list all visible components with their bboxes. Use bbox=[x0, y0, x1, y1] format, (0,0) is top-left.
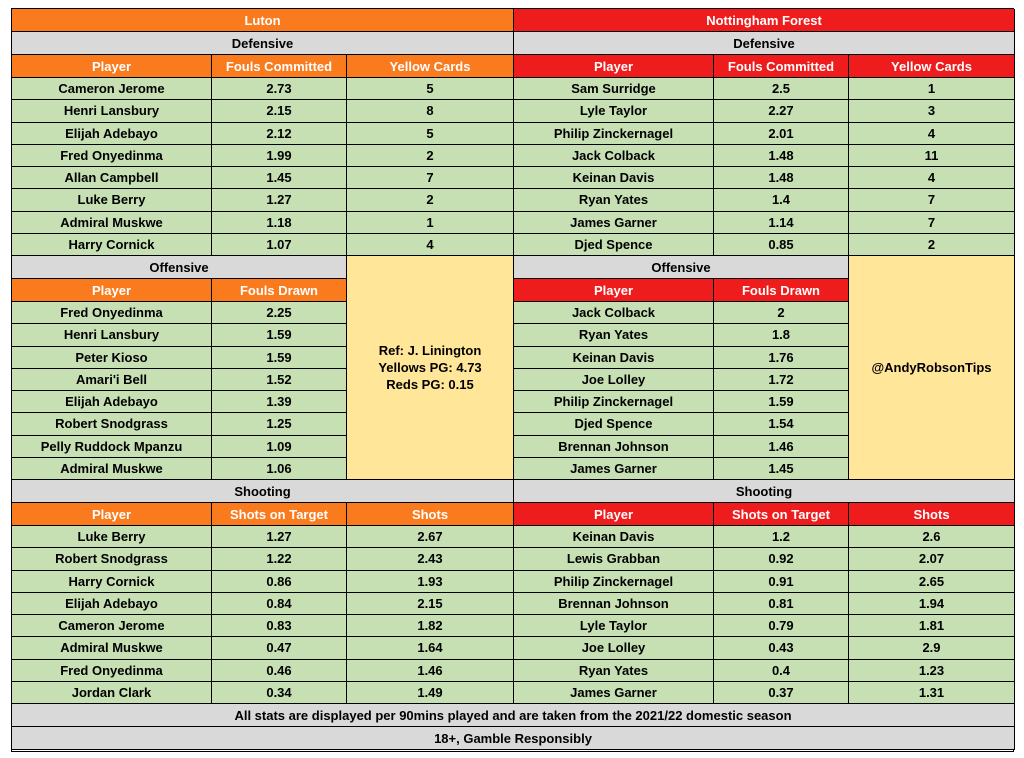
table-cell: Cameron Jerome bbox=[12, 615, 212, 637]
section-title-defensive-left: Defensive bbox=[12, 32, 514, 55]
table-cell: 2.73 bbox=[212, 78, 347, 100]
table-cell: Djed Spence bbox=[514, 234, 714, 256]
table-cell: 1.39 bbox=[212, 391, 347, 413]
column-header: Fouls Drawn bbox=[714, 279, 849, 302]
table-cell: Philip Zinckernagel bbox=[514, 391, 714, 413]
table-cell: Peter Kioso bbox=[12, 347, 212, 369]
table-cell: Admiral Muskwe bbox=[12, 212, 212, 234]
section-title-defensive-right: Defensive bbox=[514, 32, 1015, 55]
footer-note: All stats are displayed per 90mins played and are taken from the 2021/22 domestic season bbox=[12, 704, 1015, 727]
table-cell: Keinan Davis bbox=[514, 167, 714, 189]
table-cell: Robert Snodgrass bbox=[12, 548, 212, 570]
table-cell: 1.99 bbox=[212, 145, 347, 167]
table-cell: Ryan Yates bbox=[514, 324, 714, 346]
table-cell: 11 bbox=[849, 145, 1015, 167]
referee-info-box bbox=[347, 256, 514, 480]
team-header-luton: Luton bbox=[12, 9, 514, 32]
table-cell: Robert Snodgrass bbox=[12, 413, 212, 435]
table-cell: Philip Zinckernagel bbox=[514, 571, 714, 593]
table-cell: 0.85 bbox=[714, 234, 849, 256]
stats-table bbox=[11, 8, 1014, 752]
table-cell: James Garner bbox=[514, 212, 714, 234]
table-cell: 0.46 bbox=[212, 660, 347, 682]
table-cell: Philip Zinckernagel bbox=[514, 123, 714, 145]
table-cell: 0.37 bbox=[714, 682, 849, 704]
table-cell: Elijah Adebayo bbox=[12, 593, 212, 615]
footer-disclaimer: 18+, Gamble Responsibly bbox=[12, 727, 1015, 750]
table-cell: Admiral Muskwe bbox=[12, 637, 212, 659]
table-cell: Brennan Johnson bbox=[514, 593, 714, 615]
table-cell: 1.2 bbox=[714, 526, 849, 548]
table-cell: Keinan Davis bbox=[514, 347, 714, 369]
table-cell: 1.18 bbox=[212, 212, 347, 234]
table-cell: 1.49 bbox=[347, 682, 514, 704]
table-cell: 3 bbox=[849, 100, 1015, 122]
table-cell: Harry Cornick bbox=[12, 571, 212, 593]
table-cell: 2.6 bbox=[849, 526, 1015, 548]
referee-info-line: Reds PG: 0.15 bbox=[386, 377, 474, 392]
table-cell: 1.59 bbox=[714, 391, 849, 413]
column-header: Fouls Committed bbox=[212, 55, 347, 78]
table-cell: 0.92 bbox=[714, 548, 849, 570]
team-header-forest: Nottingham Forest bbox=[514, 9, 1015, 32]
table-cell: 1.23 bbox=[849, 660, 1015, 682]
table-cell: Elijah Adebayo bbox=[12, 123, 212, 145]
table-cell: 0.91 bbox=[714, 571, 849, 593]
referee-info-line: Ref: J. Linington bbox=[378, 343, 482, 358]
table-cell: Pelly Ruddock Mpanzu bbox=[12, 436, 212, 458]
table-cell: 8 bbox=[347, 100, 514, 122]
column-header: Player bbox=[514, 279, 714, 302]
table-cell: 2 bbox=[849, 234, 1015, 256]
column-header: Shots on Target bbox=[714, 503, 849, 526]
table-cell: 0.81 bbox=[714, 593, 849, 615]
table-cell: 1.14 bbox=[714, 212, 849, 234]
section-title-shooting-left: Shooting bbox=[12, 480, 514, 503]
section-title-offensive-right: Offensive bbox=[514, 256, 849, 279]
column-header: Shots on Target bbox=[212, 503, 347, 526]
table-cell: Luke Berry bbox=[12, 526, 212, 548]
table-cell: 0.4 bbox=[714, 660, 849, 682]
table-cell: 1.82 bbox=[347, 615, 514, 637]
table-cell: 2 bbox=[347, 145, 514, 167]
table-cell: 1.59 bbox=[212, 324, 347, 346]
table-cell: Henri Lansbury bbox=[12, 100, 212, 122]
table-cell: Keinan Davis bbox=[514, 526, 714, 548]
table-cell: 1.06 bbox=[212, 458, 347, 480]
section-title-offensive-left: Offensive bbox=[12, 256, 347, 279]
table-cell: 1.8 bbox=[714, 324, 849, 346]
table-cell: 4 bbox=[347, 234, 514, 256]
table-cell: Admiral Muskwe bbox=[12, 458, 212, 480]
table-cell: 1.22 bbox=[212, 548, 347, 570]
table-cell: 2.07 bbox=[849, 548, 1015, 570]
table-cell: 1.09 bbox=[212, 436, 347, 458]
table-cell: 1.45 bbox=[714, 458, 849, 480]
table-cell: Jordan Clark bbox=[12, 682, 212, 704]
table-cell: 1.64 bbox=[347, 637, 514, 659]
table-cell: 1.81 bbox=[849, 615, 1015, 637]
column-header: Player bbox=[514, 503, 714, 526]
table-cell: Joe Lolley bbox=[514, 637, 714, 659]
table-cell: Amari'i Bell bbox=[12, 369, 212, 391]
table-cell: 2 bbox=[347, 189, 514, 211]
table-cell: 7 bbox=[849, 212, 1015, 234]
column-header: Fouls Committed bbox=[714, 55, 849, 78]
table-cell: 1.72 bbox=[714, 369, 849, 391]
table-cell: 2.15 bbox=[212, 100, 347, 122]
table-cell: 1.94 bbox=[849, 593, 1015, 615]
table-cell: Ryan Yates bbox=[514, 189, 714, 211]
table-cell: Fred Onyedinma bbox=[12, 145, 212, 167]
table-cell: 4 bbox=[849, 167, 1015, 189]
table-cell: 2.27 bbox=[714, 100, 849, 122]
column-header: Yellow Cards bbox=[849, 55, 1015, 78]
table-cell: 1.25 bbox=[212, 413, 347, 435]
table-cell: 0.83 bbox=[212, 615, 347, 637]
table-cell: 2.01 bbox=[714, 123, 849, 145]
table-cell: 0.47 bbox=[212, 637, 347, 659]
table-cell: James Garner bbox=[514, 682, 714, 704]
table-cell: James Garner bbox=[514, 458, 714, 480]
table-cell: 0.86 bbox=[212, 571, 347, 593]
table-cell: 2.43 bbox=[347, 548, 514, 570]
column-header: Fouls Drawn bbox=[212, 279, 347, 302]
table-cell: Jack Colback bbox=[514, 302, 714, 324]
table-cell: Henri Lansbury bbox=[12, 324, 212, 346]
table-cell: 0.84 bbox=[212, 593, 347, 615]
table-cell: 2.25 bbox=[212, 302, 347, 324]
table-cell: 1.59 bbox=[212, 347, 347, 369]
column-header: Shots bbox=[849, 503, 1015, 526]
table-cell: Luke Berry bbox=[12, 189, 212, 211]
table-cell: 1.52 bbox=[212, 369, 347, 391]
table-cell: 1.46 bbox=[347, 660, 514, 682]
table-cell: 1.07 bbox=[212, 234, 347, 256]
table-cell: 2 bbox=[714, 302, 849, 324]
table-cell: 1.27 bbox=[212, 526, 347, 548]
column-header: Yellow Cards bbox=[347, 55, 514, 78]
table-cell: 1.93 bbox=[347, 571, 514, 593]
table-cell: Sam Surridge bbox=[514, 78, 714, 100]
table-cell: Harry Cornick bbox=[12, 234, 212, 256]
column-header: Shots bbox=[347, 503, 514, 526]
table-cell: 1 bbox=[849, 78, 1015, 100]
table-cell: 5 bbox=[347, 78, 514, 100]
table-cell: 1.48 bbox=[714, 167, 849, 189]
table-cell: 1 bbox=[347, 212, 514, 234]
table-cell: 7 bbox=[849, 189, 1015, 211]
table-cell: Cameron Jerome bbox=[12, 78, 212, 100]
table-cell: 4 bbox=[849, 123, 1015, 145]
table-cell: 1.54 bbox=[714, 413, 849, 435]
table-cell: 1.45 bbox=[212, 167, 347, 189]
referee-info-line: Yellows PG: 4.73 bbox=[378, 360, 482, 375]
table-cell: 0.79 bbox=[714, 615, 849, 637]
table-cell: Lyle Taylor bbox=[514, 615, 714, 637]
table-cell: 2.67 bbox=[347, 526, 514, 548]
column-header: Player bbox=[12, 503, 212, 526]
table-cell: Djed Spence bbox=[514, 413, 714, 435]
table-cell: Jack Colback bbox=[514, 145, 714, 167]
section-title-shooting-right: Shooting bbox=[514, 480, 1015, 503]
table-cell: 1.48 bbox=[714, 145, 849, 167]
table-cell: Elijah Adebayo bbox=[12, 391, 212, 413]
table-cell: Fred Onyedinma bbox=[12, 302, 212, 324]
table-cell: 2.12 bbox=[212, 123, 347, 145]
table-cell: 1.76 bbox=[714, 347, 849, 369]
column-header: Player bbox=[514, 55, 714, 78]
twitter-handle: @AndyRobsonTips bbox=[849, 256, 1015, 480]
table-cell: Lewis Grabban bbox=[514, 548, 714, 570]
table-cell: Fred Onyedinma bbox=[12, 660, 212, 682]
table-cell: Ryan Yates bbox=[514, 660, 714, 682]
table-cell: 2.65 bbox=[849, 571, 1015, 593]
table-cell: Joe Lolley bbox=[514, 369, 714, 391]
table-cell: 2.15 bbox=[347, 593, 514, 615]
table-cell: 1.46 bbox=[714, 436, 849, 458]
column-header: Player bbox=[12, 55, 212, 78]
table-cell: Brennan Johnson bbox=[514, 436, 714, 458]
table-cell: 1.27 bbox=[212, 189, 347, 211]
table-cell: Allan Campbell bbox=[12, 167, 212, 189]
table-cell: 0.34 bbox=[212, 682, 347, 704]
table-cell: 7 bbox=[347, 167, 514, 189]
table-cell: 5 bbox=[347, 123, 514, 145]
table-cell: 0.43 bbox=[714, 637, 849, 659]
table-cell: Lyle Taylor bbox=[514, 100, 714, 122]
table-cell: 1.4 bbox=[714, 189, 849, 211]
table-cell: 2.5 bbox=[714, 78, 849, 100]
table-cell: 2.9 bbox=[849, 637, 1015, 659]
table-cell: 1.31 bbox=[849, 682, 1015, 704]
column-header: Player bbox=[12, 279, 212, 302]
